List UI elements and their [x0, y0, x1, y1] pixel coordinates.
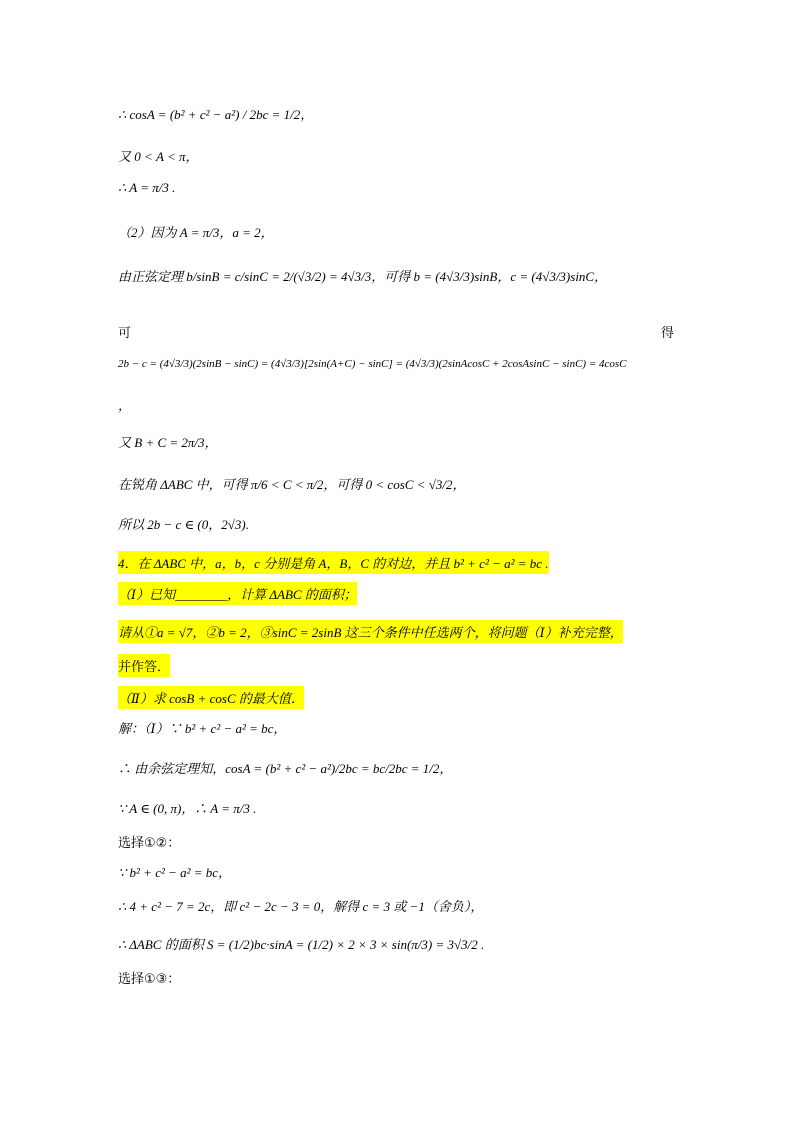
text-line-4: （2）因为 A = π/3，a = 2， — [118, 225, 274, 240]
text-line-7: 2b − c = (4√3/3)(2sinB − sinC) = (4√3/3)[2sin(A+C) − sinC] = (4√3/3)(2sinAcosC + 2cosAsinC − sinC) = 4cosC — [118, 358, 627, 370]
problem-4-part-2: （Ⅱ）求 cosB + cosC 的最大值． — [118, 686, 304, 709]
solution-line-5: ∴ 4 + c² − 7 = 2c，即 c² − 2c − 3 = 0，解得 c = 3 或 −1（舍负）， — [118, 899, 484, 914]
text-line-3: ∴ A = π/3 . — [118, 180, 176, 195]
text-line-11: 所以 2b − c ∈ (0，2√3). — [118, 517, 249, 532]
problem-4-part-1: （Ⅰ）已知________，计算 ΔABC 的面积； — [118, 582, 357, 605]
problem-4-line-5 — [118, 686, 694, 709]
problem-4-line-1 — [118, 551, 694, 574]
problem-4-conditions: 请从①a = √7，②b = 2，③sinC = 2sinB 这三个条件中任选两个，将问题（Ⅰ）补充完整， — [118, 620, 623, 643]
text-line-2: 又 0 < A < π， — [118, 149, 199, 164]
solution-choice-12: 选择①②： — [118, 836, 181, 851]
solution-line-6: ∴ ΔABC 的面积 S = (1/2)bc·sinA = (1/2) × 2 × 3 × sin(π/3) = 3√3/2 . — [118, 937, 485, 952]
solution-line-3: ∵ A ∈ (0, π)，∴ A = π/3 . — [118, 801, 257, 816]
problem-4-line-3 — [118, 620, 694, 643]
text-line-5: 由正弦定理 b/sinB = c/sinC = 2/(√3/2) = 4√3/3，可得 b = (4√3/3)sinB，c = (4√3/3)sinC， — [118, 269, 608, 284]
solution-line-4: ∵ b² + c² − a² = bc， — [118, 865, 232, 880]
problem-4-line-4 — [118, 654, 694, 677]
text-line-8: ， — [118, 398, 132, 413]
text-line-9: 又 B + C = 2π/3， — [118, 435, 218, 450]
solution-line-2: ∴ 由余弦定理知，cosA = (b² + c² − a²)/2bc = bc/2bc = 1/2， — [118, 761, 453, 776]
text-line-10: 在锐角 ΔABC 中，可得 π/6 < C < π/2，可得 0 < cosC < √3/2， — [118, 477, 466, 492]
text-line-6-left: 可 — [118, 326, 132, 341]
solution-line-1: 解：（Ⅰ）∵ b² + c² − a² = bc， — [118, 721, 287, 736]
problem-4-statement: 4．在 ΔABC 中，a，b，c 分别是角 A，B，C 的对边，并且 b² + c² − a² = bc . — [118, 551, 549, 574]
text-line-1: ∴ cosA = (b² + c² − a²) / 2bc = 1/2， — [118, 107, 314, 122]
text-line-6-right: 得 — [660, 326, 674, 341]
problem-4-line-2 — [118, 582, 694, 605]
problem-4-answer-prompt: 并作答． — [118, 654, 170, 677]
text-line-6 — [118, 322, 674, 341]
solution-choice-13: 选择①③： — [118, 972, 181, 987]
